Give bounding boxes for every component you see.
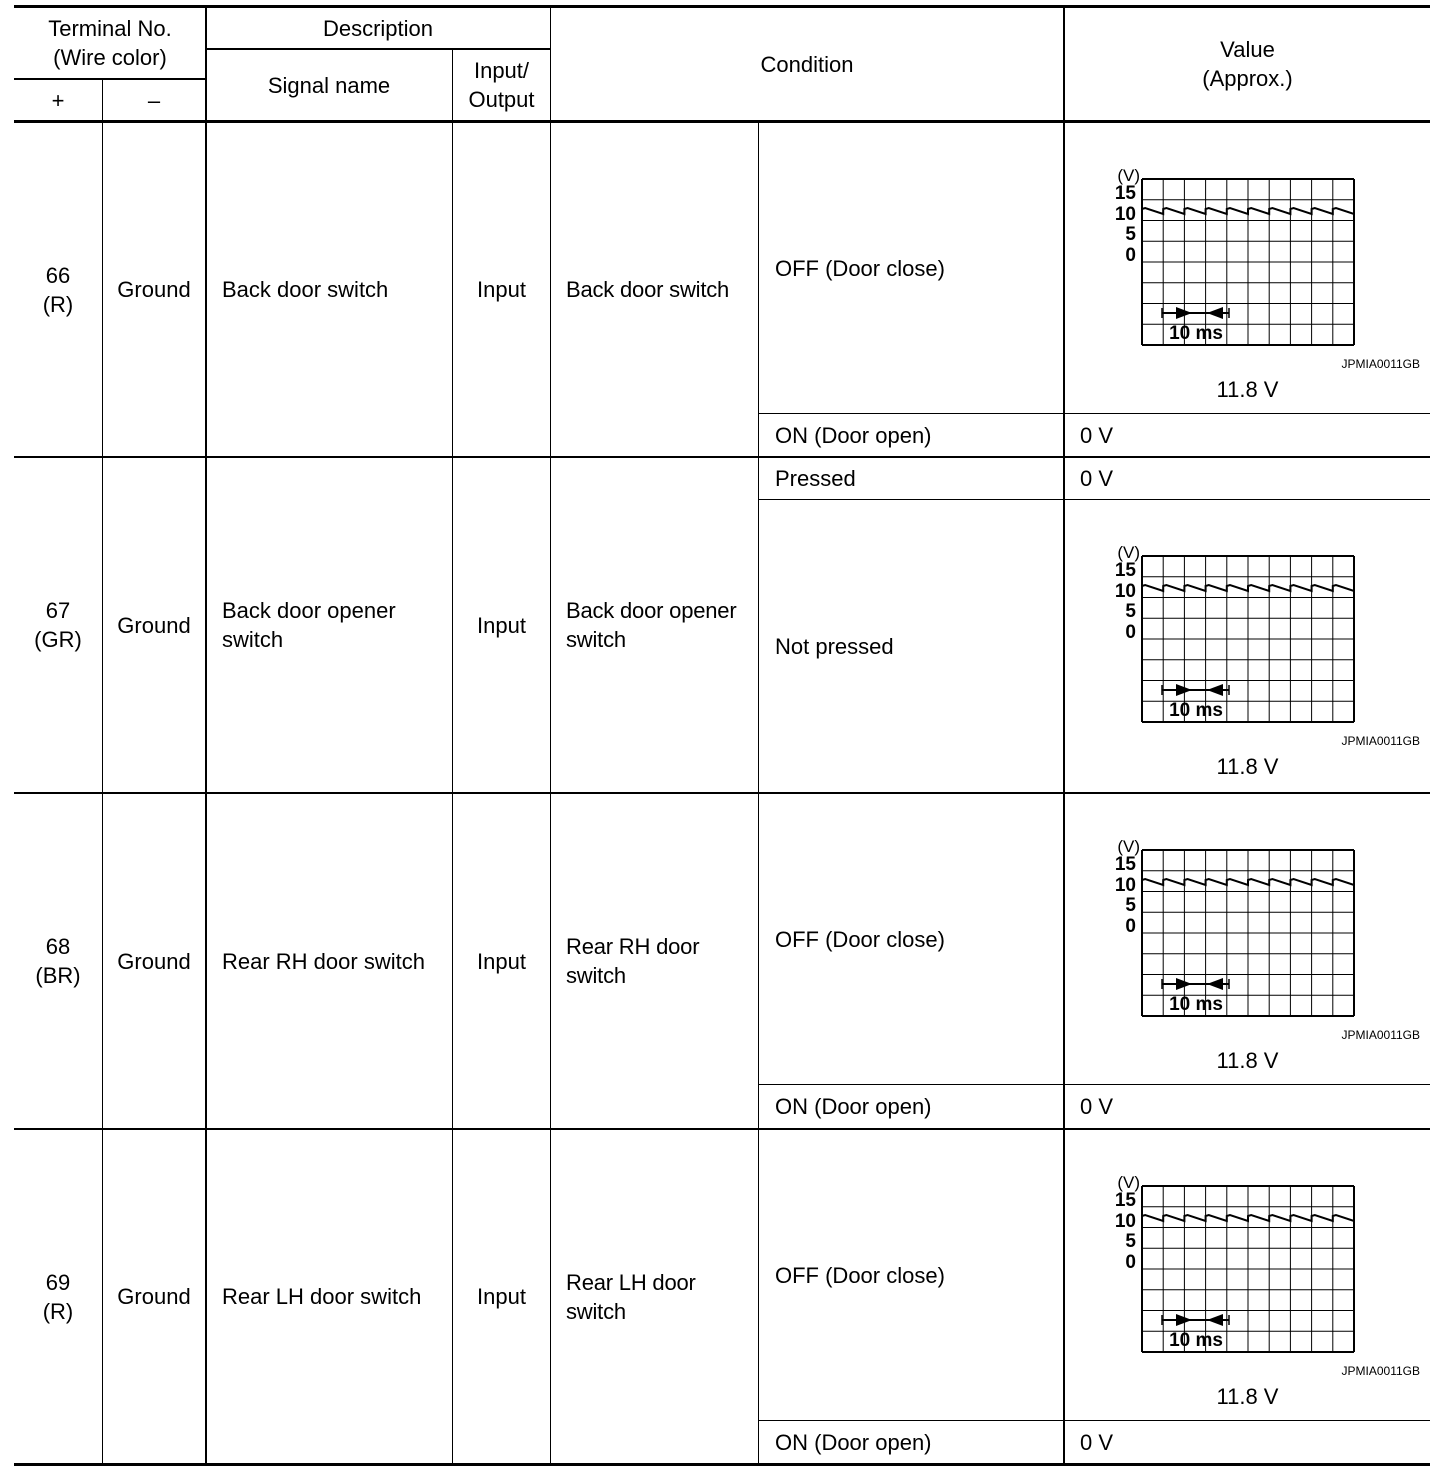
header-minus: – [147,87,161,113]
ground-label: Ground [117,277,191,302]
scope-signal-trace [1142,585,1354,591]
terminal-number: 67 (GR) [34,598,82,652]
terminal-number: 69 (R) [42,1269,74,1324]
condition-state: OFF (Door close) [775,1262,945,1288]
scope-y-tick: 5 [1125,224,1136,245]
scope-y-tick: 5 [1125,601,1136,622]
scope-time-label: 10 ms [1169,1330,1223,1351]
value-reading: 0 V [1080,1094,1114,1119]
condition-item: Back door opener switch [566,598,737,652]
input-output: Input [477,1284,526,1309]
input-output: Input [477,277,526,302]
value-reading: 0 V [1080,466,1114,491]
scope-y-tick: 0 [1125,622,1136,643]
signal-name: Back door switch [222,277,389,302]
scope-y-tick: 15 [1114,1190,1136,1211]
condition-item: Rear LH door switch [566,1269,696,1324]
scope-y-tick: 10 [1114,875,1136,896]
ground-label: Ground [117,1284,191,1309]
rule-bottom [14,1463,1430,1466]
scope-signal-trace [1142,879,1354,885]
scope-time-marker [1162,1314,1229,1326]
value-reading: 0 V [1080,1429,1114,1455]
condition-state: ON (Door open) [775,1429,932,1455]
col-rule-subcondition [758,122,759,1464]
scope-unit-label: (V) [1117,543,1140,562]
condition-item: Rear RH door switch [566,934,700,988]
scope-signal-trace [1142,208,1354,214]
scope-y-tick: 5 [1125,895,1136,916]
header-terminal-no: Terminal No. (Wire color) [48,16,172,70]
header-input-output: Input/ Output [468,58,535,112]
scope-grid [1142,556,1354,722]
scope-grid [1142,1186,1354,1352]
figure-id: JPMIA0011GB [1341,357,1420,371]
scope-time-label: 10 ms [1169,994,1223,1015]
figure-id: JPMIA0011GB [1341,1028,1420,1042]
ground-label: Ground [117,948,191,974]
scope-y-tick: 10 [1114,1211,1136,1232]
scope-y-tick: 5 [1125,1231,1136,1252]
value-reading: 11.8 V [1216,1048,1279,1073]
scope-grid [1142,850,1354,1016]
figure-id: JPMIA0011GB [1341,734,1420,748]
value-reading: 11.8 V [1216,377,1279,402]
terminal-number: 68 (BR) [35,934,81,988]
condition-state: ON (Door open) [775,422,932,448]
scope-y-tick: 0 [1125,245,1136,266]
scope-time-label: 10 ms [1169,700,1223,721]
input-output: Input [477,948,526,974]
col-rule-condition [550,5,551,1464]
scope-unit-label: (V) [1117,837,1140,856]
condition-state: ON (Door open) [775,1094,932,1119]
header-plus: + [51,87,65,113]
scope-unit-label: (V) [1117,166,1140,185]
header-condition: Condition [760,51,854,77]
figure-id: JPMIA0011GB [1341,1364,1420,1378]
header-value: Value (Approx.) [1202,37,1293,91]
value-reading: 11.8 V [1216,754,1279,779]
scope-y-tick: 15 [1114,560,1136,581]
scope-time-marker [1162,978,1229,990]
value-reading: 0 V [1080,422,1114,448]
scope-y-tick: 15 [1114,183,1136,204]
scope-y-tick: 10 [1114,581,1136,602]
scope-unit-label: (V) [1117,1173,1140,1192]
terminal-number: 66 (R) [42,262,74,317]
scope-grid [1142,179,1354,345]
scope-y-tick: 0 [1125,1252,1136,1273]
scope-y-tick: 10 [1114,204,1136,225]
header-signal-name: Signal name [267,72,391,98]
signal-name: Back door opener switch [222,598,396,652]
ground-label: Ground [117,612,191,638]
scope-y-tick: 0 [1125,916,1136,937]
condition-state: OFF (Door close) [775,926,945,952]
condition-state: OFF (Door close) [775,255,945,281]
condition-state: Not pressed [775,633,894,659]
scope-time-marker [1162,307,1229,319]
value-reading: 11.8 V [1216,1384,1279,1409]
scope-time-label: 10 ms [1169,323,1223,344]
condition-item: Back door switch [566,277,730,302]
condition-state: Pressed [775,466,856,491]
input-output: Input [477,612,526,638]
header-description: Description [322,15,434,41]
scope-signal-trace [1142,1215,1354,1221]
scope-y-tick: 15 [1114,854,1136,875]
scope-time-marker [1162,684,1229,696]
col-rule-signal [205,5,207,1464]
signal-name: Rear LH door switch [222,1284,422,1309]
signal-name: Rear RH door switch [222,948,425,974]
